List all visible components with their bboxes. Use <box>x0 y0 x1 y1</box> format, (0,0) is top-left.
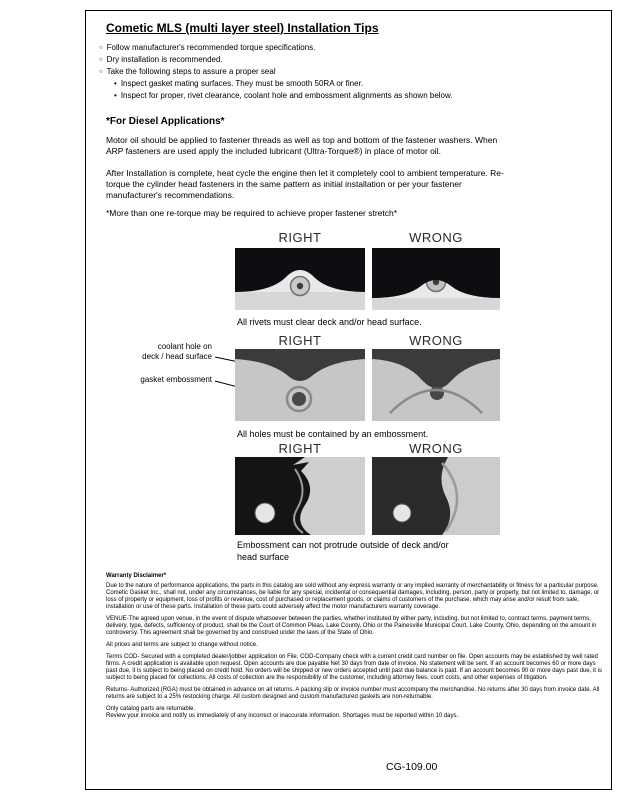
legal-paragraph: All prices and terms are subject to change without notice. <box>106 642 258 648</box>
list-item <box>114 79 453 91</box>
tip-text: Dry installation is recommended. <box>106 55 223 64</box>
diesel-applications-heading: *For Diesel Applications* <box>106 116 225 127</box>
embossment-protrusion-wrong-image <box>372 457 500 535</box>
warranty-disclaimer-heading: Warranty Disclaimer* <box>106 573 167 579</box>
tips-list <box>99 43 453 103</box>
wrong-label-row1: WRONG <box>409 230 463 245</box>
warranty-disclaimer-section <box>106 573 604 725</box>
right-label-row2: RIGHT <box>278 333 322 348</box>
circle-bullet-icon: ○ <box>99 57 103 63</box>
diesel-paragraph-1: Motor oil should be applied to fastener threads as well as top and bottom of the fastener washers. When ARP fasteners are used apply the included lubricant (Ultra-Torque®) in place of motor oil. <box>106 135 498 156</box>
legal-paragraph: Review your invoice and notify us immediately of any incorrect or inaccurate information. Shortages must be reported within 10 days. <box>106 713 459 719</box>
embossment-contained-right-image <box>235 349 365 421</box>
diesel-paragraph-2: After Installation is complete, heat cycle the engine then let it completely cool to ambient temperature. Re-torque the cylinder head fasteners in the same pattern as initial installation or per your fastener manufacturer's recommendations. <box>106 168 504 200</box>
row3-caption: Embossment can not protrude outside of deck and/or head surface <box>237 540 449 562</box>
tip-text: Follow manufacturer's recommended torque specifications. <box>106 43 316 52</box>
wrong-label-row3: WRONG <box>409 441 463 456</box>
right-label-row1: RIGHT <box>278 230 322 245</box>
gasket-embossment-callout: gasket embossment <box>140 375 212 384</box>
list-item <box>114 91 453 103</box>
right-label-row3: RIGHT <box>278 441 322 456</box>
embossment-protrusion-right-image <box>235 457 365 535</box>
rivet-clearance-right-image <box>235 248 365 310</box>
row1-caption: All rivets must clear deck and/or head surface. <box>237 317 422 327</box>
circle-bullet-icon: ○ <box>99 69 103 75</box>
page-frame <box>85 10 612 790</box>
catalog-page-code: CG-109.00 <box>386 761 438 773</box>
callout-text: coolant hole on <box>157 342 212 351</box>
list-item <box>99 67 453 79</box>
wrong-label-row2: WRONG <box>409 333 463 348</box>
dot-bullet-icon: • <box>114 91 117 100</box>
circle-bullet-icon: ○ <box>99 45 103 51</box>
list-item <box>99 43 453 55</box>
legal-paragraph: Returns- Authorized (RGA) must be obtained in advance on all returns. A packing slip or invoice number must accompany the merchandise. No returns after 30 days from invoice date. All returns are subject to a 25% restocking charge. All custom designed and custom manufactured gaskets are non-returnable. <box>106 687 600 700</box>
rivet-clearance-wrong-image <box>372 248 500 310</box>
tip-text: Take the following steps to assure a proper seal <box>106 67 276 76</box>
embossment-contained-wrong-image <box>372 349 500 421</box>
legal-paragraph: Terms COD- Secured with a completed dealer/jobber application on File, COD-Company check with a current credit card number on file. Open accounts may be established by well rated firms. A credit application is available upon request. Open accounts are due payable Net 30 days from date of invoice. No statement will be sent. If an account becomes 60 or more days past due, it is subject to being placed on credit hold. No orders will be shipped or new orders accepted until past due balance is paid. If an account becomes 90 or more days past due, it is subject to being placed for collections. All costs of collection are the responsibility of the customer, including attorney fees, court costs, and other expenses of litigation. <box>106 654 602 681</box>
callout-text: deck / head surface <box>142 352 212 361</box>
legal-paragraph: VENUE-The agreed upon venue, in the event of dispute whatsoever between the parties, whether instituted by either party, including, but not limited to, contract terms, payment terms, delivery, type, defects, sufficiency of product, shall be the Court of Common Pleas, Lake County, Ohio or the Painesville Municipal Court, Lake County, Ohio, depending on the amount in controversy. This agreement shall be governed by and construed under the laws of the State of Ohio. <box>106 616 597 636</box>
tip-text: Inspect for proper, rivet clearance, coolant hole and embossment alignments as shown below. <box>120 91 453 100</box>
legal-paragraph: Due to the nature of performance applications, the parts in this catalog are sold without any express warranty or any implied warranty of merchantability or fitness for a particular purpose. Cometic Gasket Inc., shall not, under any circumstances, be liable for any special, incidental or consequential damages, including, person, party or property, but not limited to, damage, or loss of property or equipment, loss of profits or revenue, cost of purchased or replacement goods, or claims of customers of the purchase, which may arise and/or result from sale, installation or use of these parts. Installation of these parts could adversely affect the motor manufacturers warranty coverage. <box>106 583 600 610</box>
legal-paragraph: Only catalog parts are returnable. <box>106 706 196 712</box>
row2-caption: All holes must be contained by an embossment. <box>237 429 429 439</box>
list-item <box>99 55 453 67</box>
coolant-hole-callout <box>104 342 212 362</box>
dot-bullet-icon: • <box>114 79 117 88</box>
retorque-note: *More than one re-torque may be required to achieve proper fastener stretch* <box>106 208 398 218</box>
page-title: Cometic MLS (multi layer steel) Installation Tips <box>106 21 379 35</box>
tip-text: Inspect gasket mating surfaces. They must be smooth 50RA or finer. <box>120 79 364 88</box>
